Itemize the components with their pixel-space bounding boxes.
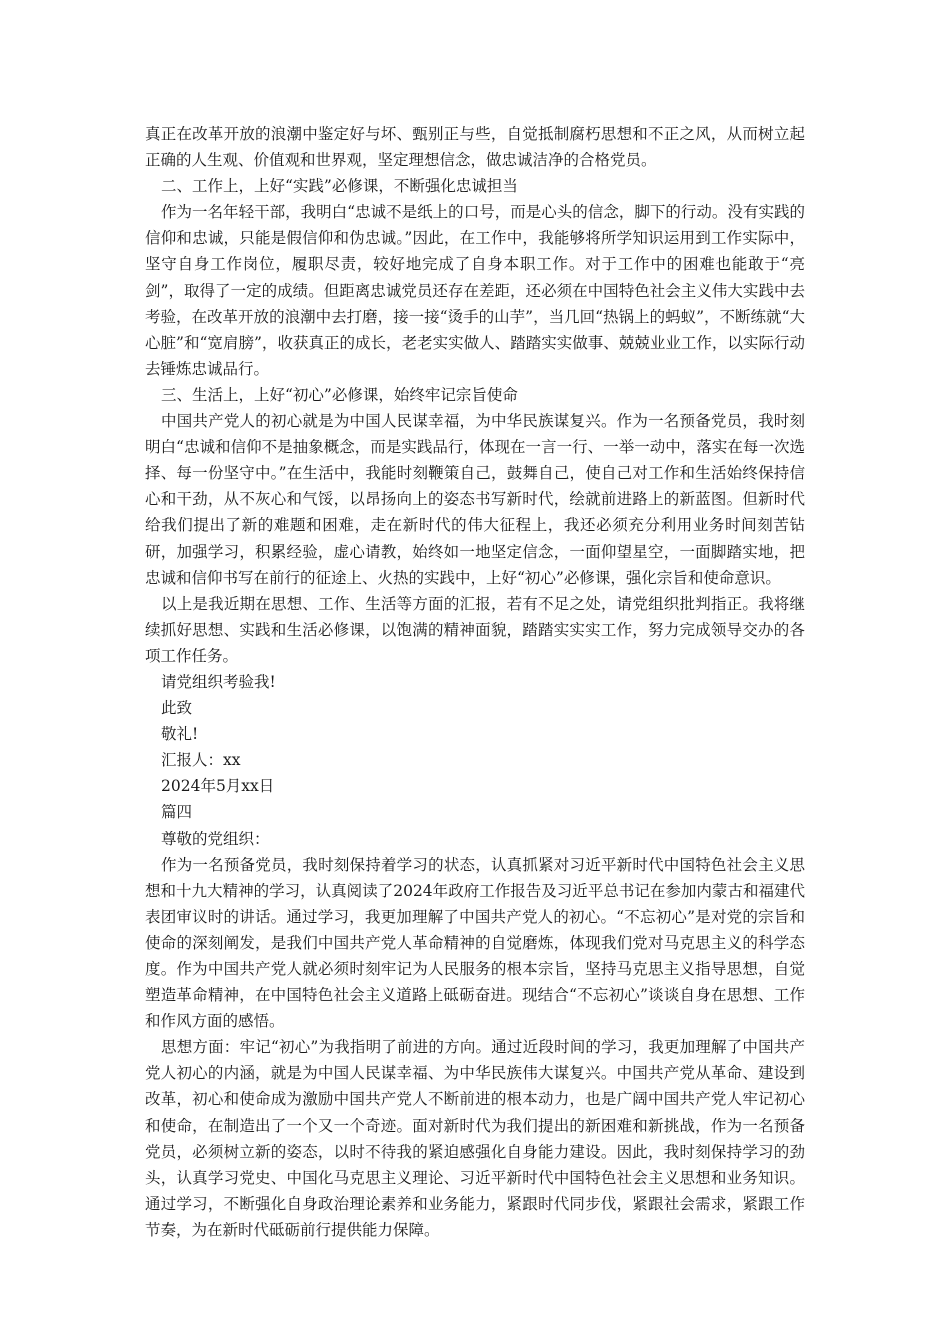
document-page — [145, 121, 805, 1243]
article-heading: 篇四 — [161, 803, 193, 822]
closing-request: 请党组织考验我! — [161, 672, 276, 691]
paragraph-intro: 作为一名预备党员，我时刻保持着学习的状态，认真抓紧对习近平新时代中国特色社会主义思想和十九大精神的学习，认真阅读了2024年政府工作报告及习近平总书记在参加内蒙古和福建代表团审议时的讲话。通过学习，我更加理解了中国共产党人的初心。“不忘初心”是对党的宗旨和使命的深刻阐发，是我们中国共产党人革命精神的自觉磨炼，体现我们党对马克思主义的科学态度。作为中国共产党人就必须时刻牢记为人民服务的根本宗旨，坚持马克思主义指导思想，自觉塑造革命精神，在中国特色社会主义道路上砥砺奋进。现结合“不忘初心”谈谈自身在思想、工作和作风方面的感悟。 — [145, 855, 805, 1031]
greeting: 尊敬的党组织： — [161, 829, 270, 848]
paragraph-continuation: 真正在改革开放的浪潮中鉴定好与坏、甄别正与些，自觉抵制腐朽思想和不正之风，从而树立起正确的人生观、价值观和世界观，坚定理想信念，做忠诚洁净的合格党员。 — [145, 125, 805, 170]
paragraph-thought: 思想方面：牢记“初心”为我指明了前进的方向。通过近段时间的学习，我更加理解了中国共产党人初心的内涵，就是为中国人民谋幸福、为中华民族伟大谋复兴。中国共产党从革命、建设到改革，初心和使命成为激励中国共产党人不断前进的根本动力，也是广阔中国共产党人牢记初心和使命，在制造出了一个又一个奇迹。面对新时代为我们提出的新困难和新挑战，作为一名预备党员，必须树立新的姿态，以时不待我的紧迫感强化自身能力建设。因此，我时刻保持学习的劲头，认真学习党史、中国化马克思主义理论、习近平新时代中国特色社会主义思想和业务知识。通过学习，不断强化自身政治理论素养和业务能力，紧跟时代同步伐，紧跟社会需求，紧跟工作节奏，为在新时代砥砺前行提供能力保障。 — [145, 1038, 805, 1239]
report-date: 2024年5月xx日 — [161, 777, 275, 796]
paragraph-summary: 以上是我近期在思想、工作、生活等方面的汇报，若有不足之处，请党组织批判指正。我将继续抓好思想、实践和生活必修课，以饱满的精神面貌，踏踏实实实工作，努力完成领导交办的各项工作任务。 — [145, 594, 805, 665]
reporter-name: 汇报人：xx — [161, 751, 241, 770]
paragraph-work: 作为一名年轻干部，我明白“忠诚不是纸上的口号，而是心头的信念，脚下的行动。没有实践的信仰和忠诚，只能是假信仰和伪忠诚。”因此，在工作中，我能够将所学知识运用到工作实际中，坚守自身工作岗位，履职尽责，较好地完成了自身本职工作。对于工作中的困难也能敢于“亮剑”，取得了一定的成绩。但距离忠诚党员还存在差距，还必须在中国特色社会主义伟大实践中去考验，在改革开放的浪潮中去打磨，接一接“烫手的山芋”，当几回“热锅上的蚂蚁”，不断练就“大心脏”和“宽肩膀”，收获真正的成长，老老实实做人、踏踏实实做事、兢兢业业工作，以实际行动去锤炼忠诚品行。 — [145, 203, 805, 378]
section-heading-work: 二、工作上，上好“实践”必修课，不断强化忠诚担当 — [161, 177, 518, 196]
section-heading-life: 三、生活上，上好“初心”必修课，始终牢记宗旨使命 — [161, 385, 518, 404]
closing-regards: 敬礼! — [161, 725, 199, 744]
closing-salutation: 此致 — [161, 699, 193, 718]
paragraph-life: 中国共产党人的初心就是为中国人民谋幸福，为中华民族谋复兴。作为一名预备党员，我时刻明白“忠诚和信仰不是抽象概念，而是实践品行，体现在一言一行、一举一动中，落实在每一次选择、每一份坚守中。”在生活中，我能时刻鞭策自己，鼓舞自己，使自己对工作和生活始终保持信心和干劲，从不灰心和气馁，以昂扬向上的姿态书写新时代，绘就前进路上的新蓝图。但新时代给我们提出了新的难题和困难，走在新时代的伟大征程上，我还必须充分利用业务时间刻苦钻研，加强学习，积累经验，虚心请教，始终如一地坚定信念，一面仰望星空，一面脚踏实地，把忠诚和信仰书写在前行的征途上、火热的实践中，上好“初心”必修课，强化宗旨和使命意识。 — [145, 412, 805, 587]
